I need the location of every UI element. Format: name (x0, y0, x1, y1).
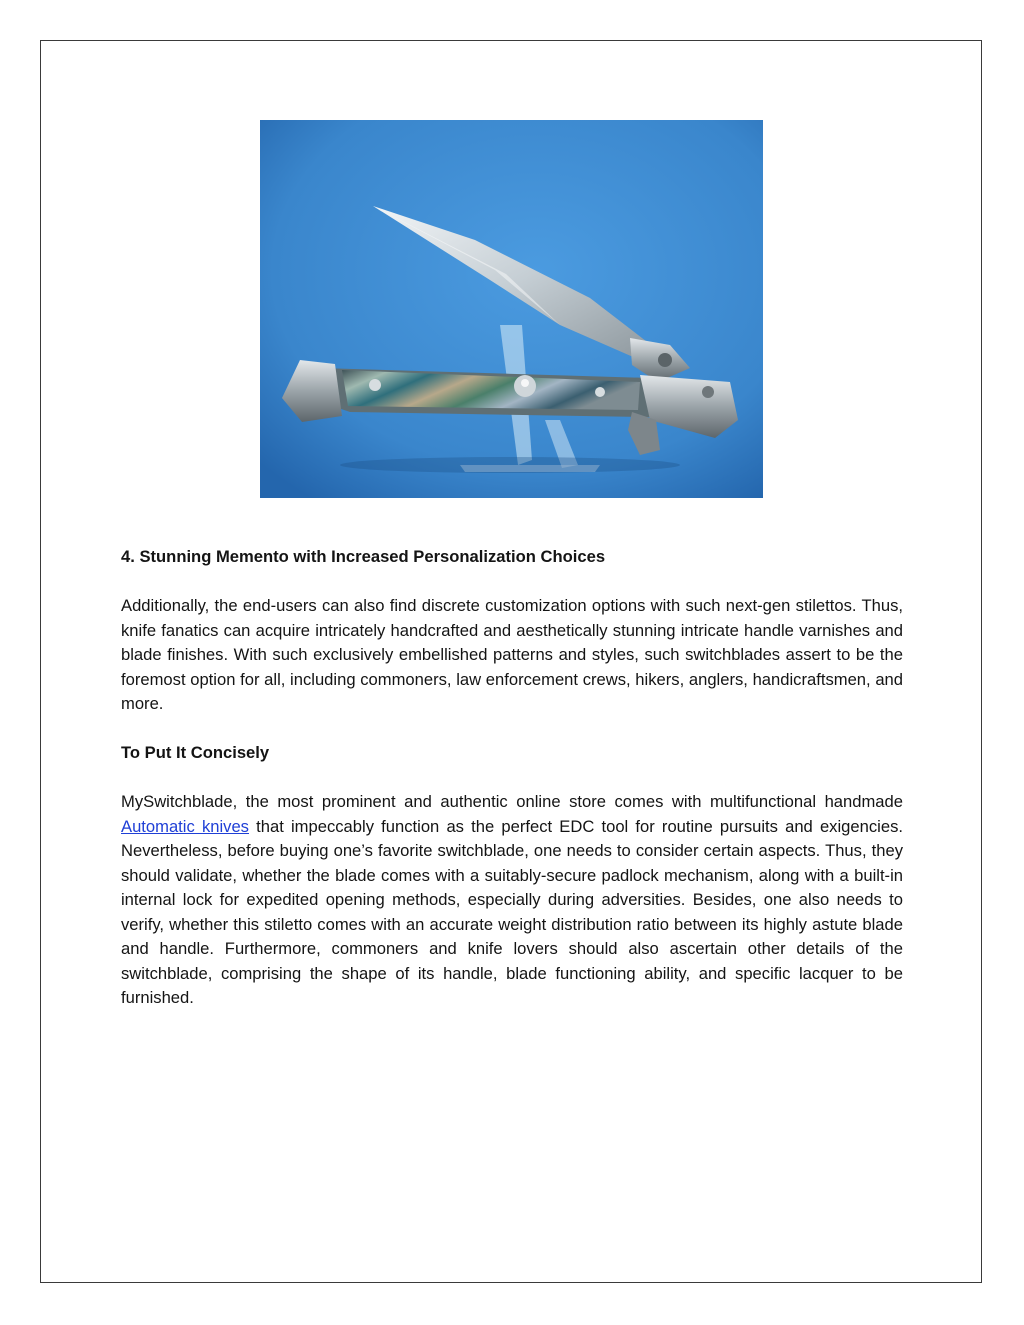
automatic-knives-link[interactable]: Automatic knives (121, 816, 249, 836)
knife-photo-icon (260, 120, 763, 498)
paragraph-text-after-link: that impeccably function as the perfect EDC tool for routine pursuits and exigencies. Nevertheless, before buying one’s favorite switchblade, one needs to consider certain aspects. Thus, they should validate, whether the blade comes with a suitably-secure padlock mechanism, along with a built-in internal lock for expedited opening methods, especially during adversities. Besides, one also needs to verify, whether this stiletto comes with an accurate weight distribution ratio between its highly astute blade and handle. Furthermore, commoners and knife lovers should also ascertain other details of the switchblade, comprising the shape of its handle, blade functioning ability, and specific lacquer to be furnished. (121, 816, 903, 1007)
section-paragraph: Additionally, the end-users can also find discrete customization options with such next-gen stilettos. Thus, knife fanatics can acquire intricately handcrafted and aesthetically stunning intricate handle varnishes and blade finishes. With such exclusively embellished patterns and styles, such switchblades assert to be the foremost option for all, including commoners, law enforcement crews, hikers, anglers, handicraftsmen, and more. (121, 596, 903, 713)
paragraph-text-before-link: MySwitchblade, the most prominent and authentic online store comes with multifunctional handmade (121, 792, 903, 811)
article-content (121, 545, 903, 1011)
section-heading: 4. Stunning Memento with Increased Personalization Choices (121, 547, 606, 566)
conclusion-paragraph (121, 790, 903, 1011)
knife-photo (260, 120, 763, 498)
section-heading-conclusion: To Put It Concisely (121, 743, 270, 762)
